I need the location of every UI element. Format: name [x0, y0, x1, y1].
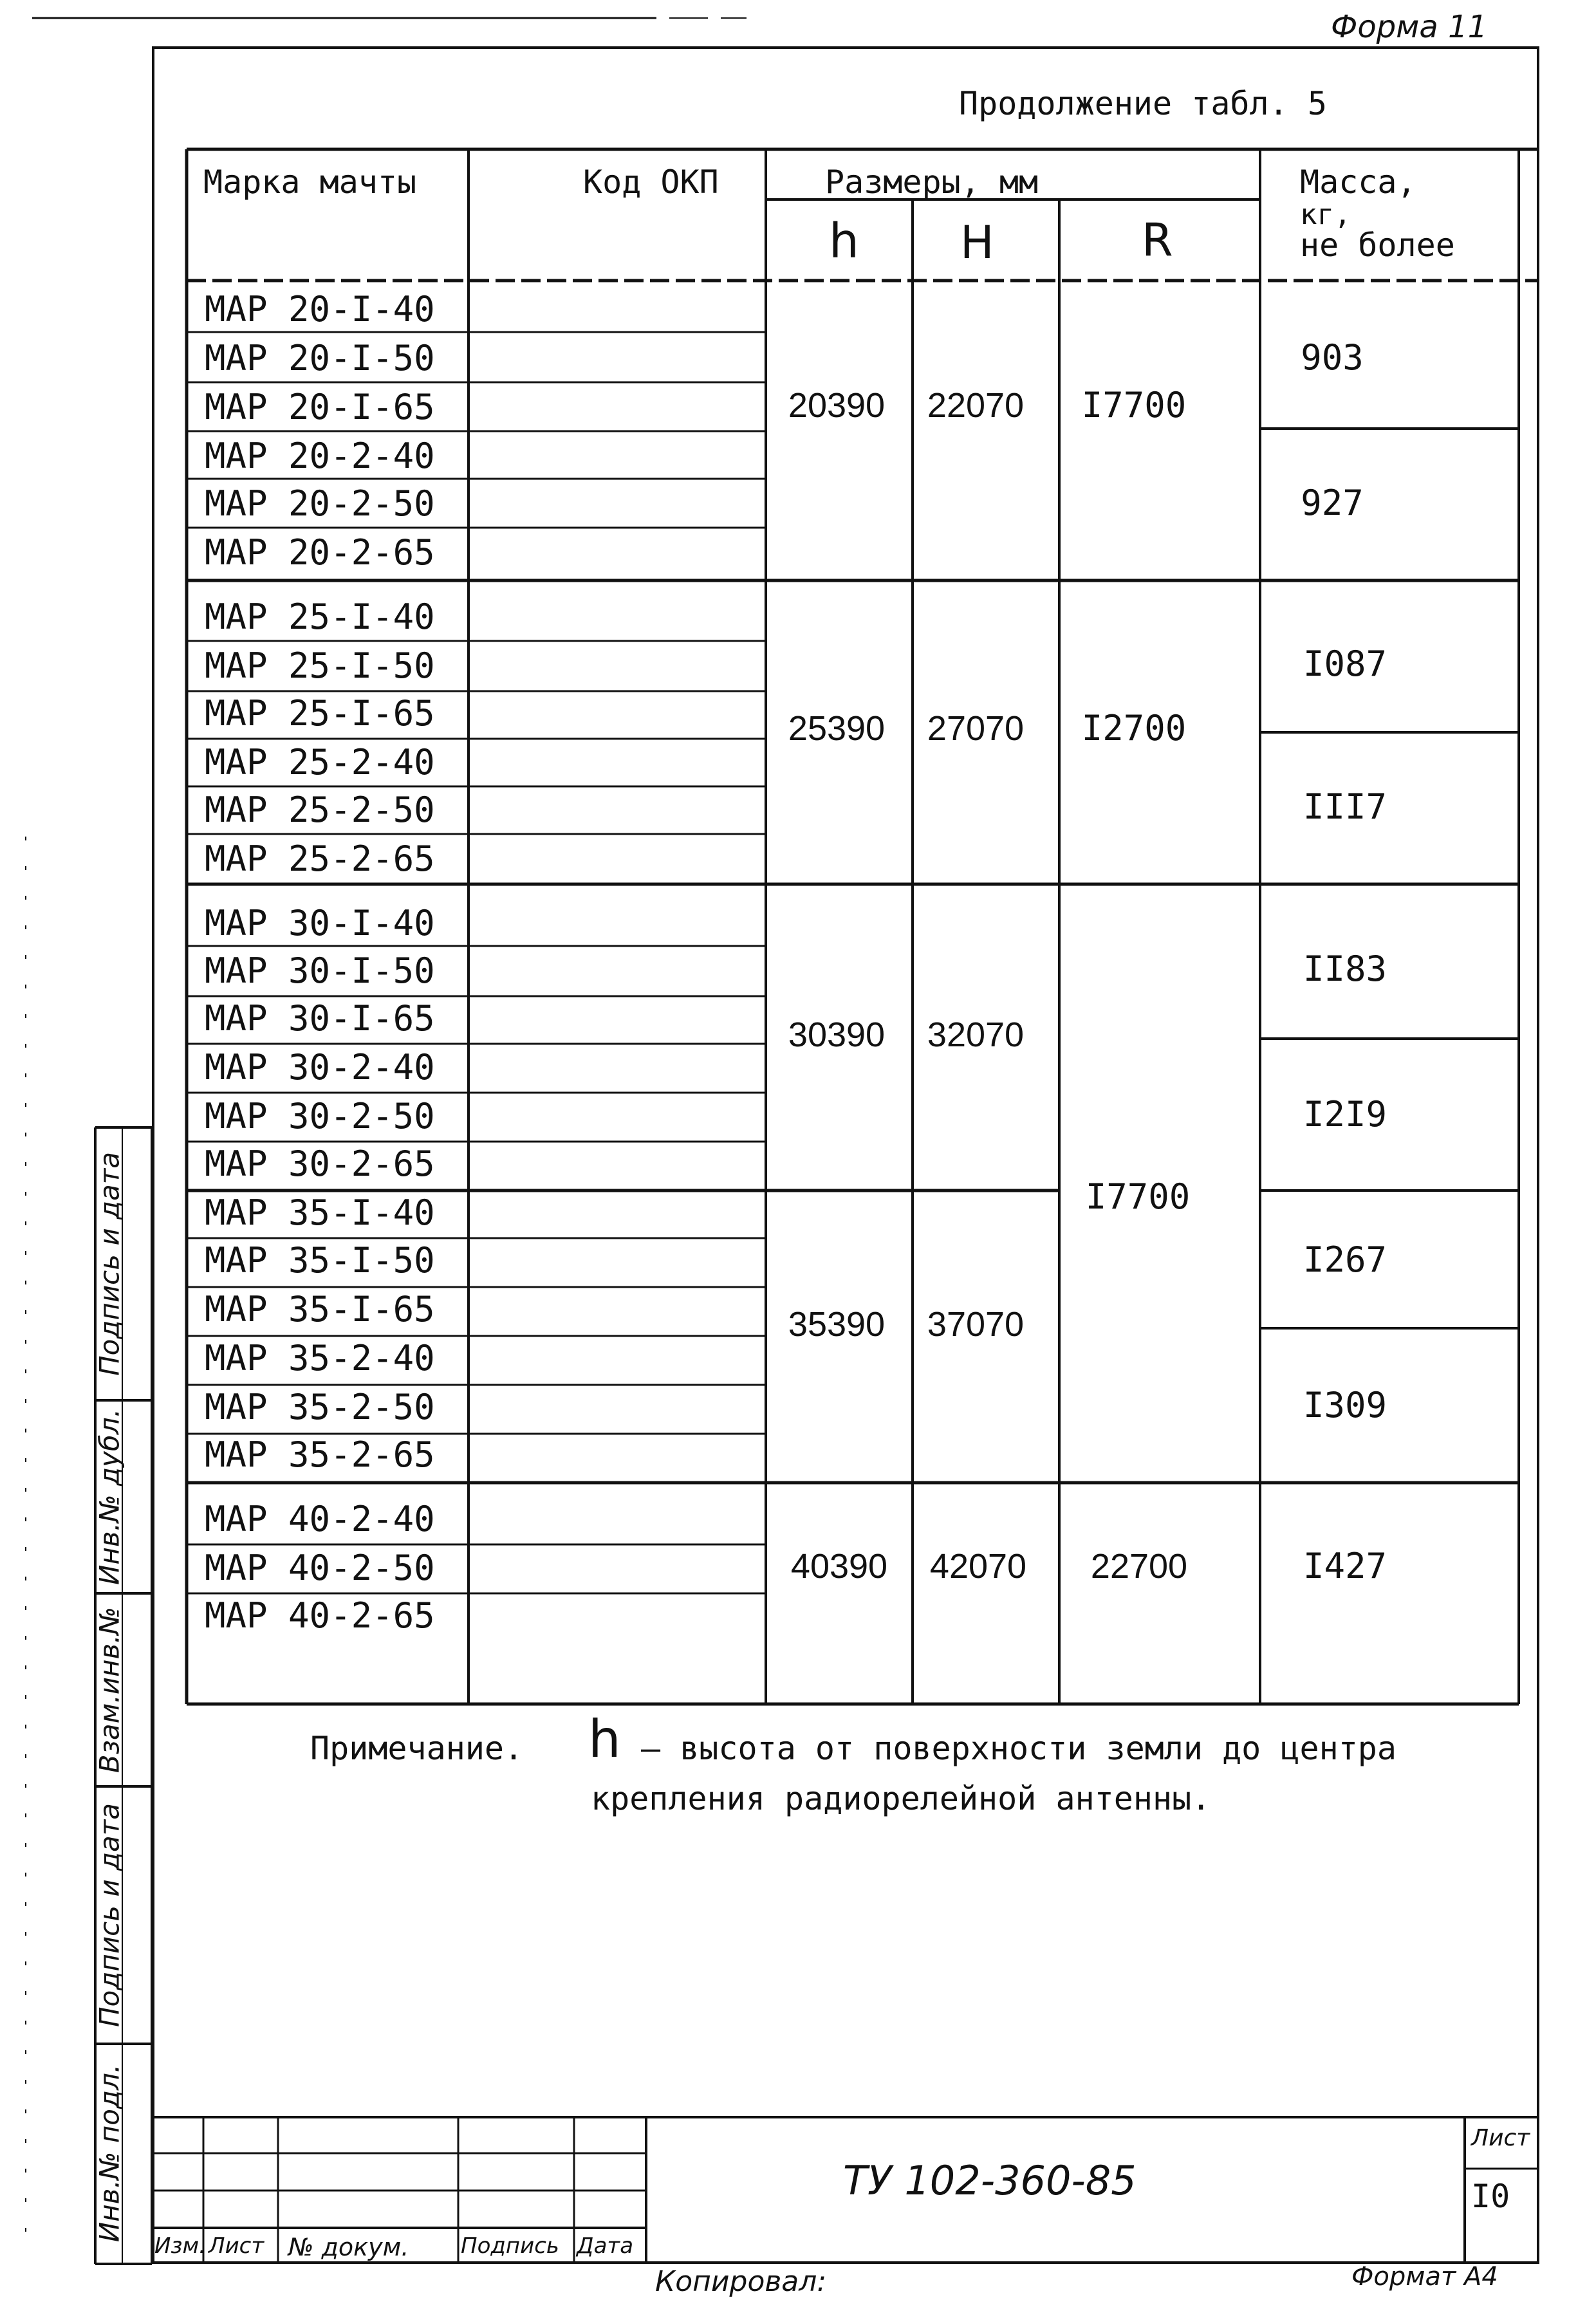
H-value: 42070 [929, 1547, 1027, 1586]
table-row: МАР 25-I-40 [205, 597, 435, 637]
side-label-podpis-data-2: Подпись и дата [93, 1803, 125, 2027]
table-row: МАР 35-I-40 [205, 1192, 435, 1233]
note-symbol: h [588, 1709, 621, 1769]
mass-value: 927 [1301, 483, 1364, 523]
table-row: МАР 40-2-65 [205, 1595, 435, 1636]
header-mass-2: кг, [1300, 198, 1351, 231]
side-label-inv-dubl: Инв.№ дубл. [93, 1408, 125, 1586]
stamp-podpis: Подпись [461, 2233, 559, 2259]
footer-copied: Копировал: [655, 2265, 827, 2298]
stamp-designation: ТУ 102-360-85 [843, 2157, 1137, 2204]
h-value: 40390 [790, 1547, 888, 1586]
note-line-2: крепления радиорелейной антенны. [591, 1780, 1211, 1817]
table-row: МАР 20-2-65 [205, 532, 435, 573]
table-row: МАР 35-I-65 [205, 1289, 435, 1330]
h-value: 25390 [788, 709, 886, 748]
form-label: Форма 11 [1331, 9, 1488, 45]
header-mass-3: не более [1300, 227, 1455, 264]
R-value: 22700 [1090, 1547, 1188, 1586]
mass-value: I267 [1303, 1239, 1387, 1280]
table-row: МАР 25-2-65 [205, 839, 435, 879]
table-row: МАР 30-2-65 [205, 1144, 435, 1184]
stamp-list: Лист [209, 2233, 264, 2259]
header-r: R [1142, 214, 1173, 266]
table-row: МАР 35-2-65 [205, 1434, 435, 1475]
mass-value: III7 [1303, 786, 1387, 827]
h-value: 35390 [788, 1305, 886, 1344]
table-row: МАР 20-2-50 [205, 483, 435, 524]
table-row: МАР 30-2-40 [205, 1047, 435, 1088]
table-row: МАР 35-I-50 [205, 1240, 435, 1281]
R-value: I2700 [1081, 708, 1187, 748]
table-row: МАР 30-I-50 [205, 950, 435, 991]
table-row: МАР 35-2-40 [205, 1338, 435, 1378]
table-row: МАР 25-I-65 [205, 693, 435, 734]
note-label: Примечание. [310, 1730, 524, 1767]
table-row: МАР 40-2-40 [205, 1499, 435, 1539]
footer-format: Формат А4 [1351, 2262, 1498, 2292]
stamp-sheet-no: I0 [1471, 2178, 1510, 2215]
mass-value: I2I9 [1303, 1094, 1387, 1135]
table-row: МАР 25-2-50 [205, 790, 435, 830]
table-row: МАР 40-2-50 [205, 1548, 435, 1588]
h-value: 30390 [788, 1015, 886, 1054]
mass-value: I309 [1303, 1385, 1387, 1425]
table-row: МАР 25-I-50 [205, 645, 435, 686]
header-sizes: Размеры, мм [825, 163, 1039, 201]
R-value: I7700 [1085, 1176, 1191, 1217]
table-row: МАР 30-2-50 [205, 1096, 435, 1136]
H-value: 32070 [927, 1015, 1025, 1054]
stamp-doc-no: № докум. [288, 2233, 409, 2261]
stamp-izm: Изм. [154, 2233, 206, 2259]
R-value: I7700 [1081, 385, 1187, 425]
H-value: 22070 [927, 386, 1025, 425]
mass-value: II83 [1303, 949, 1387, 989]
stamp-sheet-label: Лист [1471, 2125, 1530, 2151]
h-value: 20390 [788, 386, 886, 425]
table-row: МАР 20-I-40 [205, 289, 435, 329]
header-h-small: h [829, 214, 859, 269]
H-value: 27070 [927, 709, 1025, 748]
H-value: 37070 [927, 1305, 1025, 1344]
mass-value: I087 [1303, 644, 1387, 684]
table-row: МАР 25-2-40 [205, 742, 435, 783]
mass-value: I427 [1303, 1546, 1387, 1586]
header-okp: Код ОКП [583, 163, 719, 201]
table-row: МАР 30-I-40 [205, 903, 435, 943]
mass-value: 903 [1301, 337, 1364, 378]
header-mark: Марка мачты [203, 163, 417, 201]
table-row: МАР 20-2-40 [205, 436, 435, 476]
table-row: МАР 20-I-50 [205, 338, 435, 378]
note-line-1: – высота от поверхности земли до центра [641, 1730, 1396, 1767]
header-mass-1: Масса, [1300, 163, 1416, 201]
side-label-vzam-inv: Взам.инв.№ [93, 1606, 125, 1774]
stamp-data: Дата [577, 2233, 634, 2259]
table-row: МАР 20-I-65 [205, 387, 435, 427]
side-label-inv-podl: Инв.№ подл. [93, 2064, 125, 2243]
side-label-podpis-data-1: Подпись и дата [93, 1152, 125, 1376]
table-row: МАР 35-2-50 [205, 1387, 435, 1427]
table-caption: Продолжение табл. 5 [959, 85, 1327, 122]
table-row: МАР 30-I-65 [205, 998, 435, 1039]
header-h-big: H [960, 216, 994, 269]
